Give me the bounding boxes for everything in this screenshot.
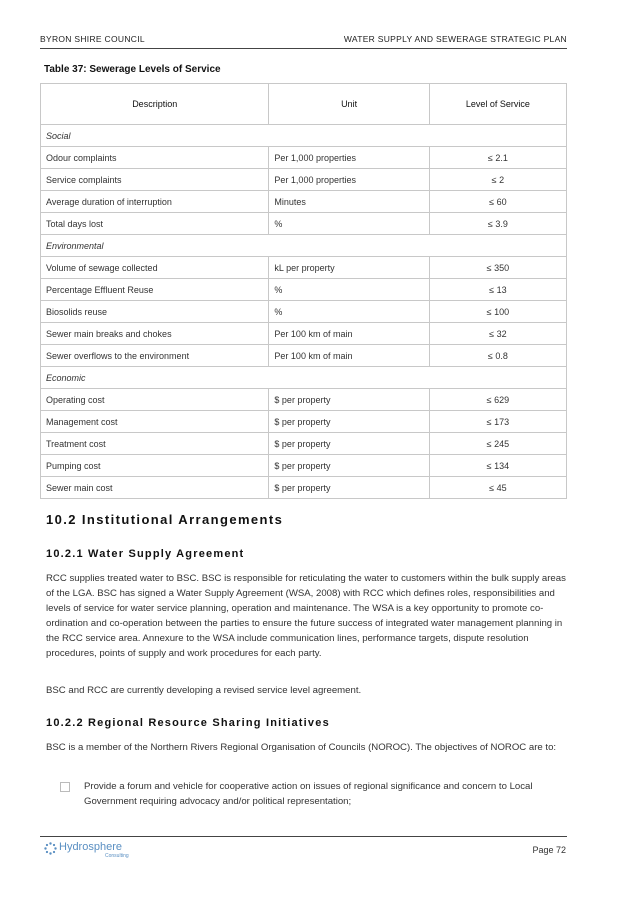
cell-unit: Per 1,000 properties <box>269 147 429 169</box>
header-document-title: WATER SUPPLY AND SEWERAGE STRATEGIC PLAN <box>343 34 567 44</box>
cell-description: Management cost <box>41 411 269 433</box>
cell-level-of-service: ≤ 60 <box>429 191 566 213</box>
table-category-row <box>41 367 567 389</box>
subsection-heading-resource-sharing: 10.2.2 Regional Resource Sharing Initiatives <box>46 717 330 729</box>
cell-unit: $ per property <box>269 477 429 499</box>
cell-unit: % <box>269 301 429 323</box>
table-row <box>41 477 567 499</box>
cell-unit: Per 100 km of main <box>269 345 429 367</box>
cell-level-of-service: ≤ 32 <box>429 323 566 345</box>
cell-description: Biosolids reuse <box>41 301 269 323</box>
category-label: Economic <box>41 367 567 389</box>
bullet-text: Provide a forum and vehicle for cooperative action on issues of regional significance and concern to Local Government requiring advocacy and/or political representation; <box>84 781 533 807</box>
cell-level-of-service: ≤ 629 <box>429 389 566 411</box>
table-row <box>41 433 567 455</box>
cell-unit: kL per property <box>269 257 429 279</box>
column-header-unit: Unit <box>269 84 429 125</box>
cell-unit: $ per property <box>269 389 429 411</box>
cell-description: Service complaints <box>41 169 269 191</box>
cell-description: Treatment cost <box>41 433 269 455</box>
paragraph-revised-agreement: BSC and RCC are currently developing a revised service level agreement. <box>46 685 362 696</box>
cell-description: Sewer overflows to the environment <box>41 345 269 367</box>
cell-description: Total days lost <box>41 213 269 235</box>
section-heading: 10.2 Institutional Arrangements <box>46 512 284 527</box>
cell-description: Sewer main cost <box>41 477 269 499</box>
cell-description: Sewer main breaks and chokes <box>41 323 269 345</box>
cell-description: Percentage Effluent Reuse <box>41 279 269 301</box>
cell-unit: $ per property <box>269 411 429 433</box>
cell-unit: % <box>269 213 429 235</box>
table-row <box>41 257 567 279</box>
page-number: Page 72 <box>532 845 566 855</box>
cell-level-of-service: ≤ 3.9 <box>429 213 566 235</box>
table-row <box>41 411 567 433</box>
table-caption: Table 37: Sewerage Levels of Service <box>44 64 221 75</box>
table-row <box>41 147 567 169</box>
cell-description: Pumping cost <box>41 455 269 477</box>
table-row <box>41 169 567 191</box>
cell-level-of-service: ≤ 134 <box>429 455 566 477</box>
table-category-row <box>41 235 567 257</box>
cell-level-of-service: ≤ 13 <box>429 279 566 301</box>
paragraph-water-supply: RCC supplies treated water to BSC. BSC is responsible for reticulating the water to customers within the bulk supply areas of the LGA. BSC has signed a Water Supply Agreement (WSA, 2008) with RCC which defines roles, responsibilities and levels of service for water service planning, operation and maintenance. The WSA is a key opportunity to promote co-ordination and co-operation between the parties to ensure the future success of integrated water management planning in the RCC service area. Annexure to the WSA include communication lines, performance targets, dispute resolution procedures, points of supply and work procedures for each party. <box>46 573 566 659</box>
sewerage-levels-table <box>40 83 567 499</box>
header-organisation: BYRON SHIRE COUNCIL <box>40 34 145 44</box>
cell-level-of-service: ≤ 2 <box>429 169 566 191</box>
logo-subtitle: Consulting <box>105 853 129 859</box>
cell-description: Volume of sewage collected <box>41 257 269 279</box>
table-row <box>41 323 567 345</box>
cell-unit: % <box>269 279 429 301</box>
category-label: Environmental <box>41 235 567 257</box>
bullet-marker-icon <box>60 782 70 792</box>
cell-description: Average duration of interruption <box>41 191 269 213</box>
paragraph-noroc: BSC is a member of the Northern Rivers Regional Organisation of Councils (NOROC). The objectives of NOROC are to: <box>46 742 557 753</box>
cell-level-of-service: ≤ 2.1 <box>429 147 566 169</box>
table-header-row <box>41 84 567 125</box>
table-row <box>41 455 567 477</box>
table-row <box>41 301 567 323</box>
cell-level-of-service: ≤ 0.8 <box>429 345 566 367</box>
cell-level-of-service: ≤ 350 <box>429 257 566 279</box>
cell-level-of-service: ≤ 100 <box>429 301 566 323</box>
category-label: Social <box>41 125 567 147</box>
cell-description: Odour complaints <box>41 147 269 169</box>
cell-level-of-service: ≤ 245 <box>429 433 566 455</box>
cell-unit: Minutes <box>269 191 429 213</box>
cell-unit: Per 1,000 properties <box>269 169 429 191</box>
hydrosphere-logo <box>44 841 129 859</box>
table-row <box>41 191 567 213</box>
cell-unit: Per 100 km of main <box>269 323 429 345</box>
table-row <box>41 213 567 235</box>
logo-name: Hydrosphere <box>59 841 122 853</box>
page-header <box>40 34 567 49</box>
cell-level-of-service: ≤ 173 <box>429 411 566 433</box>
hydrosphere-logo-icon <box>44 842 57 855</box>
table-row <box>41 279 567 301</box>
subsection-heading-water-supply: 10.2.1 Water Supply Agreement <box>46 548 245 560</box>
footer-divider <box>40 836 567 837</box>
column-header-level: Level of Service <box>429 84 566 125</box>
cell-unit: $ per property <box>269 433 429 455</box>
table-row <box>41 389 567 411</box>
cell-description: Operating cost <box>41 389 269 411</box>
cell-level-of-service: ≤ 45 <box>429 477 566 499</box>
cell-unit: $ per property <box>269 455 429 477</box>
table-row <box>41 345 567 367</box>
bullet-item <box>60 779 566 809</box>
column-header-description: Description <box>41 84 269 125</box>
table-category-row <box>41 125 567 147</box>
